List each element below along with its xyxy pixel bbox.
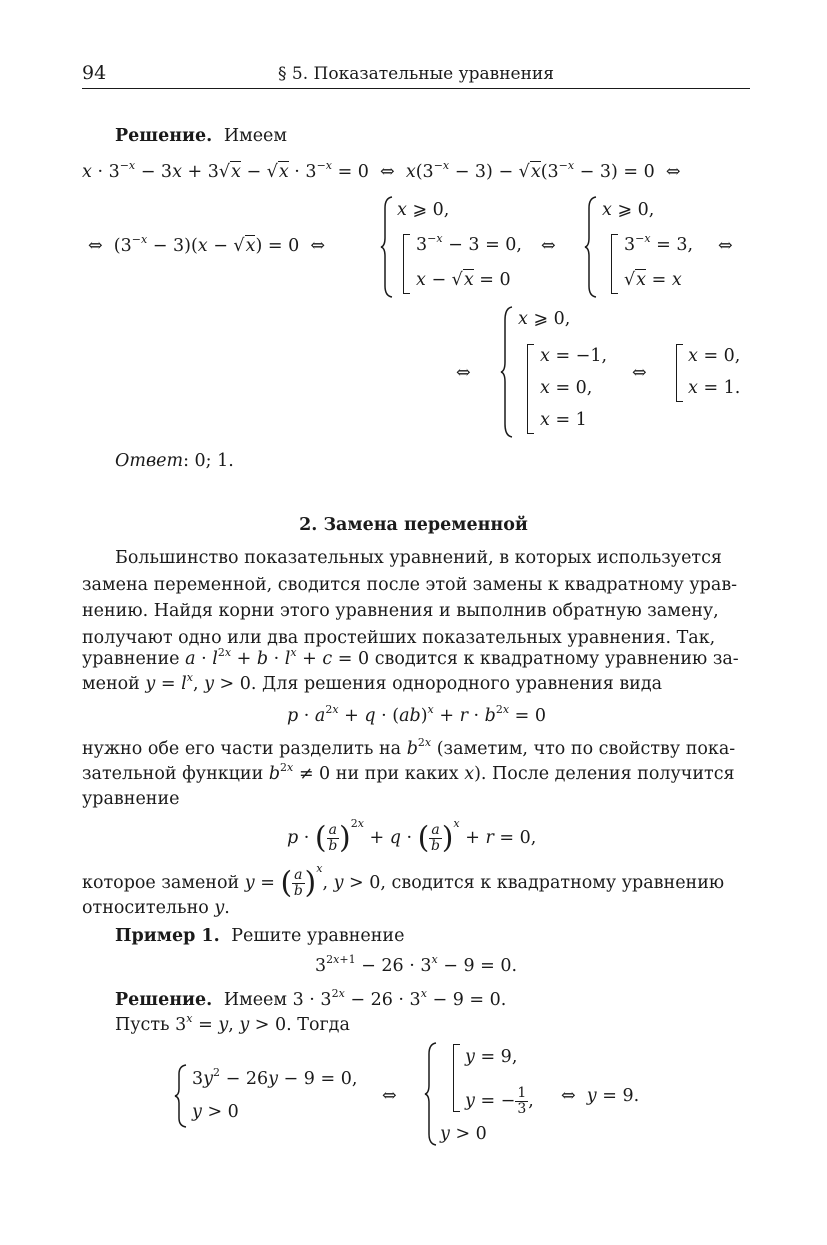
equiv-2: ⇔ xyxy=(718,236,733,256)
answer-label: Ответ xyxy=(115,451,184,471)
equiv-1: ⇔ xyxy=(541,236,556,256)
p1-l5-text-a: уравнение xyxy=(82,649,180,669)
p1-l5-text-b: сводится к квадратному уравнению за- xyxy=(374,649,739,669)
p3-text-c: относительно xyxy=(82,898,209,918)
p1-l6-text-b: . Для решения однородного уравнения вида xyxy=(250,674,663,694)
p2-text-d: ни при каких xyxy=(335,764,459,784)
set-bracket-3 xyxy=(527,344,534,434)
sys1-cond: x ⩾ 0, xyxy=(397,200,450,220)
solution-intro xyxy=(115,124,287,148)
equation-line-2-left: ⇔ $(3^{-x} - 3)(x - √x) = 0$ ⇔ xyxy=(88,233,326,256)
sys1-eq1: $3^{-x} - 3 = 0$, xyxy=(416,232,522,255)
sys4-cond: y > 0 xyxy=(192,1102,239,1122)
set-bracket-1 xyxy=(403,234,410,294)
sys2-eq1: $3^{-x} = 3$, xyxy=(624,232,694,255)
p2-text-a: нужно обе его части разделить на xyxy=(82,739,402,759)
equiv-4: ⇔ xyxy=(632,363,647,383)
equiv-5: ⇔ xyxy=(382,1086,397,1106)
sys2-eq2: √x = x xyxy=(624,270,682,290)
final-result: ⇔ y = 9. xyxy=(561,1086,640,1106)
section-heading: 2. Замена переменной xyxy=(299,515,528,535)
page-number: 94 xyxy=(82,62,107,84)
p1-line-4: получают одно или два простейших показательных уравнения. Так, xyxy=(82,627,716,648)
answer-line xyxy=(115,449,234,473)
example-label: Пример 1. xyxy=(115,926,220,946)
system-brace-4 xyxy=(174,1064,188,1128)
sys5-eq2: y = − $\frac{1}{3}$ , xyxy=(465,1085,534,1117)
p3-line-2: относительно y. xyxy=(82,898,230,918)
example-solution-line: Решение. Имеем $3 \cdot 3^{2x} - 26 \cdot 3^x - 9 = 0$. xyxy=(115,987,507,1010)
section-title: § 5. Показательные уравнения xyxy=(278,64,554,84)
running-header xyxy=(82,62,750,90)
p1-l6-text-a: меной xyxy=(82,674,140,694)
system-brace-2 xyxy=(584,196,598,298)
equiv-3: ⇔ xyxy=(456,363,471,383)
divided-equation: p · ( $\frac{a}{b}$ )$^{2x}$ + q · ( $\frac{a}{b}$ )$^x$ + r = 0, xyxy=(287,817,537,856)
example-solution-text: Имеем xyxy=(223,990,288,1010)
p2-text-b: (заметим, что по свойству пока- xyxy=(436,739,736,759)
header-rule xyxy=(82,88,750,89)
sys3-cond: x ⩾ 0, xyxy=(518,309,571,329)
equation-line-1: $x \cdot 3^{-x} - 3x + 3√x - √x \cdot 3^{-x} = 0$ ⇔ $x(3^{-x} - 3) - √x(3^{-x} - 3) = 0$ ⇔ xyxy=(82,159,681,182)
example-1-heading xyxy=(115,924,404,948)
example-task: Решите уравнение xyxy=(231,926,405,946)
final-set-2: x = 1. xyxy=(688,378,741,398)
sys3-eq2: x = 0, xyxy=(540,378,593,398)
answer-value: : 0; 1. xyxy=(183,451,234,471)
sys3-eq1: x = −1, xyxy=(540,346,608,366)
sys4-eq1: $3y^2 - 26y - 9 = 0$, xyxy=(192,1066,358,1089)
p3-text-a: которое заменой xyxy=(82,873,240,893)
system-brace-1 xyxy=(380,196,394,298)
sys5-eq1: y = 9, xyxy=(465,1047,518,1067)
p2-line-2: зательной функции $b^{2x} \ne 0$ ни при каких x). После деления получится xyxy=(82,761,735,784)
set-bracket-5 xyxy=(453,1044,460,1112)
p2-line-1: нужно обе его части разделить на $b^{2x}$ (заметим, что по свойству пока- xyxy=(82,736,736,759)
p3-text-b: , сводится к квадратному уравнению xyxy=(380,873,725,893)
solution-label: Решение. xyxy=(115,126,213,146)
p2-text-e: ). После деления получится xyxy=(474,764,735,784)
sys1-eq2: x − √x = 0 xyxy=(416,270,511,290)
p1-line-2: замена переменной, сводится после этой замены к квадратному урав- xyxy=(82,574,738,595)
homogeneous-equation: $p \cdot a^{2x} + q \cdot (ab)^x + r \cdot b^{2x} = 0$ xyxy=(287,703,546,726)
sys3-eq3: x = 1 xyxy=(540,410,587,430)
system-brace-5 xyxy=(424,1042,438,1146)
sys5-cond: y > 0 xyxy=(440,1124,487,1144)
final-set-1: x = 0, xyxy=(688,346,741,366)
example-let-text: Пусть xyxy=(115,1015,170,1035)
p2-line-3: уравнение xyxy=(82,789,180,809)
example-equation: $3^{2x+1} - 26 \cdot 3^x - 9 = 0$. xyxy=(315,953,518,976)
sys2-cond: x ⩾ 0, xyxy=(602,200,655,220)
example-solution-label: Решение. xyxy=(115,990,213,1010)
p2-text-c: зательной функции xyxy=(82,764,264,784)
p1-line-5: уравнение $a \cdot l^{2x} + b \cdot l^x + c = 0$ сводится к квадратному уравнению за- xyxy=(82,646,739,669)
p1-line-3: нению. Найдя корни этого уравнения и выполнив обратную замену, xyxy=(82,601,719,621)
p3-line-1: которое заменой y = ( $\frac{a}{b}$ )$^x$, y > 0, сводится к квадратному уравнению xyxy=(82,862,725,901)
set-bracket-4 xyxy=(676,344,683,402)
p1-line-6: меной $y = l^x$, y > 0. Для решения однородного уравнения вида xyxy=(82,671,663,694)
example-let-line: Пусть $3^x = y$, y > 0. Тогда xyxy=(115,1012,350,1035)
system-brace-3 xyxy=(500,306,514,438)
example-then-text: . Тогда xyxy=(286,1015,350,1035)
p1-line-1: Большинство показательных уравнений, в которых используется xyxy=(115,548,722,568)
paragraph-1 xyxy=(82,545,750,651)
solution-intro-text: Имеем xyxy=(223,126,288,146)
set-bracket-2 xyxy=(611,234,618,294)
